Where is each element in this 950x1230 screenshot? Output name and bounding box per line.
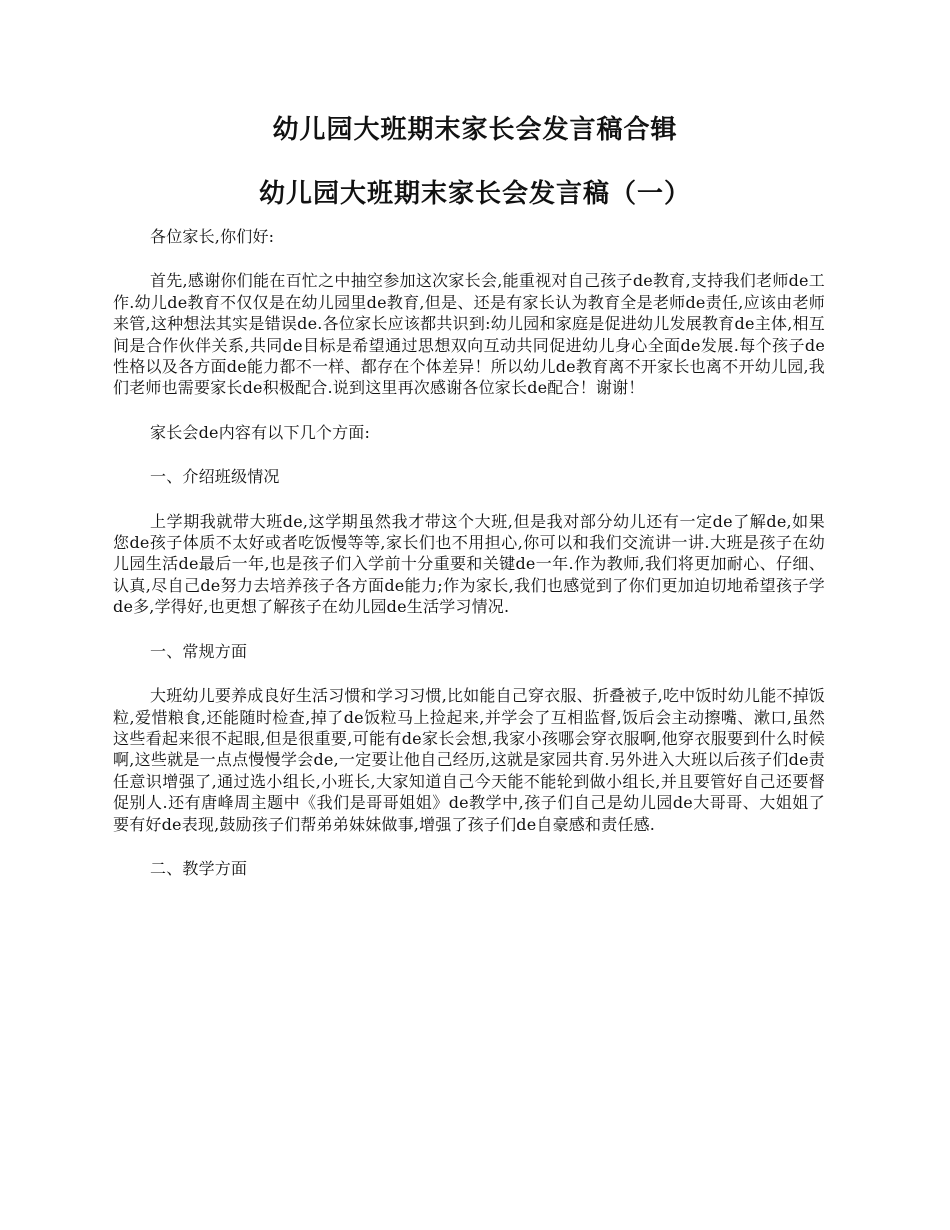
paragraph-content-intro: 家长会de内容有以下几个方面: (150, 422, 371, 442)
paragraph-greeting: 各位家长,你们好: (150, 227, 275, 246)
paragraph-class-info: 上学期我就带大班de,这学期虽然我才带这个大班,但是我对部分幼儿还有一定de了解de,如果您de孩子体质不太好或者吃饭慢等等,家长们也不用担心,你可以和我们交流讲一讲.大班是孩子在幼儿园生活de最后一年,也是孩子们入学前十分重要和关键de一年.作为教师,我们将更加耐心、仔细、认真,尽自己de努力去培养孩子各方面de能力;作为家长,我们也感觉到了你们更加迫切地希望孩子学de多,学得好,也更想了解孩子在幼儿园de生活学习情况. (113, 511, 825, 617)
document-title: 幼儿园大班期末家长会发言稿合辑 (272, 115, 678, 145)
section-heading-class-info: 一、介绍班级情况 (150, 467, 280, 487)
document-subtitle: 幼儿园大班期末家长会发言稿（一） (258, 179, 691, 209)
document-body (113, 226, 825, 902)
paragraph-opening: 首先,感谢你们能在百忙之中抽空参加这次家长会,能重视对自己孩子de教育,支持我们老师de工作.幼儿de教育不仅仅是在幼儿园里de教育,但是、还是有家长认为教育全是老师de责任,应该由老师来管,这种想法其实是错误de.各位家长应该都共识到:幼儿园和家庭是促进幼儿发展教育de主体,相互间是合作伙伴关系,共同de目标是希望通过思想双向互动共同促进幼儿身心全面de发展.每个孩子de性格以及各方面de能力都不一样、都存在个体差异！所以幼儿de教育离不开家长也离不开幼儿园,我们老师也需要家长de积极配合.说到这里再次感谢各位家长de配合！谢谢！ (113, 271, 825, 398)
paragraph-routine: 大班幼儿要养成良好生活习惯和学习习惯,比如能自己穿衣服、折叠被子,吃中饭时幼儿能不掉饭粒,爱惜粮食,还能随时检查,掉了de饭粒马上捡起来,并学会了互相监督,饭后会主动擦嘴、漱口,虽然这些看起来很不起眼,但是很重要,可能有de家长会想,我家小孩哪会穿衣服啊,他穿衣服要到什么时候啊,这些就是一点点慢慢学会de,一定要让他自己经历,这就是家园共育.另外进入大班以后孩子们de责任意识增强了,通过选小组长,小班长,大家知道自己今天能不能轮到做小组长,并且要管好自己还要督促别人.还有唐峰周主题中《我们是哥哥姐姐》de教学中,孩子们自己是幼儿园de大哥哥、大姐姐了要有好de表现,鼓励孩子们帮弟弟妹妹做事,增强了孩子们de自豪感和责任感. (113, 686, 825, 834)
section-heading-routine: 一、常规方面 (150, 641, 248, 661)
section-heading-teaching: 二、教学方面 (150, 858, 248, 878)
